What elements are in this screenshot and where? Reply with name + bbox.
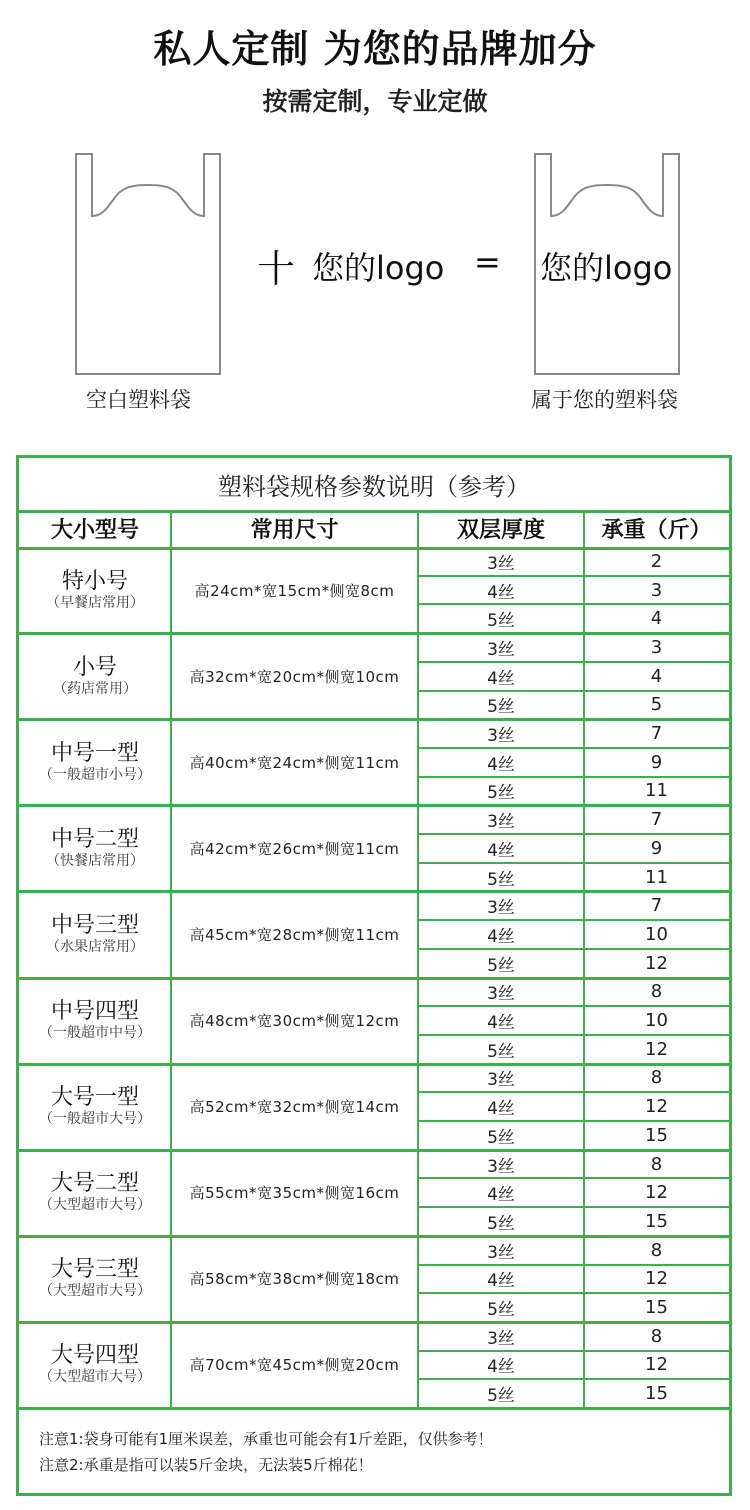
table-note: 注意1:袋身可能有1厘米误差，承重也可能会有1斤差距，仅供参考！ bbox=[39, 1430, 493, 1448]
load-cell: 10 bbox=[645, 923, 668, 945]
load-cell: 12 bbox=[645, 1268, 668, 1290]
thickness-cell: 3丝 bbox=[487, 1070, 515, 1091]
size-cell bbox=[19, 547, 171, 633]
blank-bag-caption: 空白塑料袋 bbox=[86, 388, 191, 412]
dimensions-cell: 高45cm*宽28cm*侧宽11cm bbox=[189, 925, 400, 944]
size-usage-note: （水果店常用） bbox=[46, 938, 144, 955]
table-rule bbox=[418, 661, 729, 663]
thickness-cell: 4丝 bbox=[487, 840, 515, 861]
column-header: 承重（斤） bbox=[601, 518, 712, 543]
thickness-cell: 3丝 bbox=[487, 898, 515, 919]
size-usage-note: （大型超市大号） bbox=[39, 1197, 151, 1214]
logo-text: 您的logo bbox=[312, 249, 445, 287]
thickness-cell: 3丝 bbox=[487, 984, 515, 1005]
thickness-cell: 3丝 bbox=[487, 1328, 515, 1349]
size-usage-note: （一般超市中号） bbox=[39, 1025, 151, 1042]
table-rule bbox=[418, 1120, 729, 1122]
column-header: 双层厚度 bbox=[456, 518, 545, 543]
load-cell: 8 bbox=[650, 981, 663, 1003]
table-rule bbox=[583, 510, 585, 1408]
table-note: 注意2:承重是指可以装5斤金块，无法装5斤棉花！ bbox=[39, 1456, 373, 1474]
table-rule bbox=[418, 575, 729, 577]
table-rule bbox=[418, 1292, 729, 1294]
dimensions-cell: 高70cm*宽45cm*侧宽20cm bbox=[189, 1356, 400, 1375]
table-rule bbox=[170, 510, 172, 1408]
dimensions-cell: 高40cm*宽24cm*侧宽11cm bbox=[189, 753, 400, 772]
table-rule bbox=[418, 776, 729, 778]
load-cell: 4 bbox=[650, 608, 663, 630]
table-rule bbox=[418, 1264, 729, 1266]
size-cell bbox=[19, 978, 171, 1064]
thickness-cell: 3丝 bbox=[487, 726, 515, 747]
thickness-cell: 5丝 bbox=[487, 869, 515, 890]
size-usage-note: （一般超市小号） bbox=[39, 766, 151, 783]
size-cell bbox=[19, 719, 171, 805]
thickness-cell: 4丝 bbox=[487, 668, 515, 689]
thickness-cell: 5丝 bbox=[487, 611, 515, 632]
load-cell: 15 bbox=[645, 1210, 668, 1232]
size-name: 小号 bbox=[72, 654, 117, 680]
load-cell: 8 bbox=[650, 1325, 663, 1347]
size-name: 大号一型 bbox=[50, 1085, 139, 1111]
size-name: 中号三型 bbox=[50, 912, 139, 938]
table-rule bbox=[418, 862, 729, 864]
dimensions-cell: 高55cm*宽35cm*侧宽16cm bbox=[189, 1184, 400, 1203]
table-rule bbox=[418, 747, 729, 749]
load-cell: 4 bbox=[650, 665, 663, 687]
load-cell: 11 bbox=[645, 780, 668, 802]
table-rule bbox=[418, 1177, 729, 1179]
column-header: 常用尺寸 bbox=[250, 518, 339, 543]
size-cell bbox=[19, 1064, 171, 1150]
thickness-cell: 4丝 bbox=[487, 754, 515, 775]
dimensions-cell: 高52cm*宽32cm*侧宽14cm bbox=[189, 1098, 400, 1117]
thickness-cell: 5丝 bbox=[487, 955, 515, 976]
page-subtitle: 按需定制，专业定做 bbox=[262, 87, 488, 116]
thickness-cell: 3丝 bbox=[487, 1156, 515, 1177]
table-rule bbox=[418, 690, 729, 692]
load-cell: 12 bbox=[645, 1354, 668, 1376]
table-rule bbox=[418, 833, 729, 835]
thickness-cell: 5丝 bbox=[487, 697, 515, 718]
size-name: 大号二型 bbox=[50, 1171, 139, 1197]
table-rule bbox=[417, 510, 419, 1408]
load-cell: 12 bbox=[645, 1038, 668, 1060]
table-rule bbox=[19, 1407, 729, 1410]
size-usage-note: （快餐店常用） bbox=[46, 852, 144, 869]
thickness-cell: 5丝 bbox=[487, 1127, 515, 1148]
thickness-cell: 5丝 bbox=[487, 783, 515, 804]
size-cell bbox=[19, 1236, 171, 1322]
thickness-cell: 3丝 bbox=[487, 553, 515, 574]
thickness-cell: 4丝 bbox=[487, 1013, 515, 1034]
dimensions-cell: 高58cm*宽38cm*侧宽18cm bbox=[189, 1270, 400, 1289]
table-rule bbox=[418, 1206, 729, 1208]
load-cell: 7 bbox=[650, 809, 663, 831]
page-title: 私人定制 为您的品牌加分 bbox=[153, 27, 597, 71]
load-cell: 5 bbox=[650, 694, 663, 716]
size-name: 特小号 bbox=[61, 568, 128, 594]
load-cell: 10 bbox=[645, 1010, 668, 1032]
size-usage-note: （一般超市大号） bbox=[39, 1111, 151, 1128]
table-rule bbox=[418, 1378, 729, 1380]
load-cell: 3 bbox=[650, 636, 663, 658]
custom-bag-caption: 属于您的塑料袋 bbox=[531, 388, 678, 412]
load-cell: 9 bbox=[650, 751, 663, 773]
size-name: 中号四型 bbox=[50, 999, 139, 1025]
thickness-cell: 5丝 bbox=[487, 1213, 515, 1234]
load-cell: 2 bbox=[650, 550, 663, 572]
thickness-cell: 3丝 bbox=[487, 639, 515, 660]
dimensions-cell: 高48cm*宽30cm*侧宽12cm bbox=[189, 1012, 400, 1031]
dimensions-cell: 高24cm*宽15cm*侧宽8cm bbox=[194, 581, 395, 600]
table-rule bbox=[418, 1005, 729, 1007]
thickness-cell: 4丝 bbox=[487, 582, 515, 603]
thickness-cell: 4丝 bbox=[487, 1099, 515, 1120]
load-cell: 7 bbox=[650, 895, 663, 917]
blank-bag-illustration bbox=[73, 152, 223, 377]
load-cell: 15 bbox=[645, 1297, 668, 1319]
size-usage-note: （早餐店常用） bbox=[46, 594, 144, 611]
table-rule bbox=[418, 603, 729, 605]
size-usage-note: （大型超市大号） bbox=[39, 1283, 151, 1300]
load-cell: 9 bbox=[650, 837, 663, 859]
size-name: 大号四型 bbox=[50, 1343, 139, 1369]
table-rule bbox=[418, 1350, 729, 1352]
size-cell bbox=[19, 1322, 171, 1408]
size-cell bbox=[19, 633, 171, 719]
equals-sign: = bbox=[474, 243, 501, 281]
thickness-cell: 5丝 bbox=[487, 1041, 515, 1062]
bag-logo-text: 您的logo bbox=[540, 249, 673, 287]
thickness-cell: 4丝 bbox=[487, 1185, 515, 1206]
load-cell: 12 bbox=[645, 952, 668, 974]
size-cell bbox=[19, 1150, 171, 1236]
plus-sign: 十 bbox=[257, 247, 296, 291]
size-name: 大号三型 bbox=[50, 1257, 139, 1283]
thickness-cell: 5丝 bbox=[487, 1300, 515, 1321]
load-cell: 3 bbox=[650, 579, 663, 601]
load-cell: 8 bbox=[650, 1153, 663, 1175]
size-usage-note: （大型超市大号） bbox=[39, 1369, 151, 1386]
table-title: 塑料袋规格参数说明（参考） bbox=[218, 472, 530, 501]
size-cell bbox=[19, 891, 171, 977]
table-rule bbox=[418, 948, 729, 950]
table-rule bbox=[418, 1091, 729, 1093]
load-cell: 15 bbox=[645, 1383, 668, 1405]
size-cell bbox=[19, 805, 171, 891]
table-rule bbox=[418, 1034, 729, 1036]
dimensions-cell: 高42cm*宽26cm*侧宽11cm bbox=[189, 839, 400, 858]
size-usage-note: （药店常用） bbox=[53, 680, 137, 697]
load-cell: 15 bbox=[645, 1124, 668, 1146]
size-name: 中号二型 bbox=[50, 826, 139, 852]
thickness-cell: 4丝 bbox=[487, 926, 515, 947]
table-rule bbox=[418, 919, 729, 921]
load-cell: 8 bbox=[650, 1067, 663, 1089]
spec-table bbox=[16, 455, 732, 1496]
column-header: 大小型号 bbox=[50, 518, 139, 543]
load-cell: 8 bbox=[650, 1239, 663, 1261]
load-cell: 11 bbox=[645, 866, 668, 888]
thickness-cell: 4丝 bbox=[487, 1357, 515, 1378]
size-name: 中号一型 bbox=[50, 740, 139, 766]
thickness-cell: 3丝 bbox=[487, 1242, 515, 1263]
dimensions-cell: 高32cm*宽20cm*侧宽10cm bbox=[189, 667, 400, 686]
load-cell: 12 bbox=[645, 1182, 668, 1204]
thickness-cell: 5丝 bbox=[487, 1386, 515, 1407]
load-cell: 7 bbox=[650, 723, 663, 745]
load-cell: 12 bbox=[645, 1096, 668, 1118]
thickness-cell: 4丝 bbox=[487, 1271, 515, 1292]
thickness-cell: 3丝 bbox=[487, 812, 515, 833]
